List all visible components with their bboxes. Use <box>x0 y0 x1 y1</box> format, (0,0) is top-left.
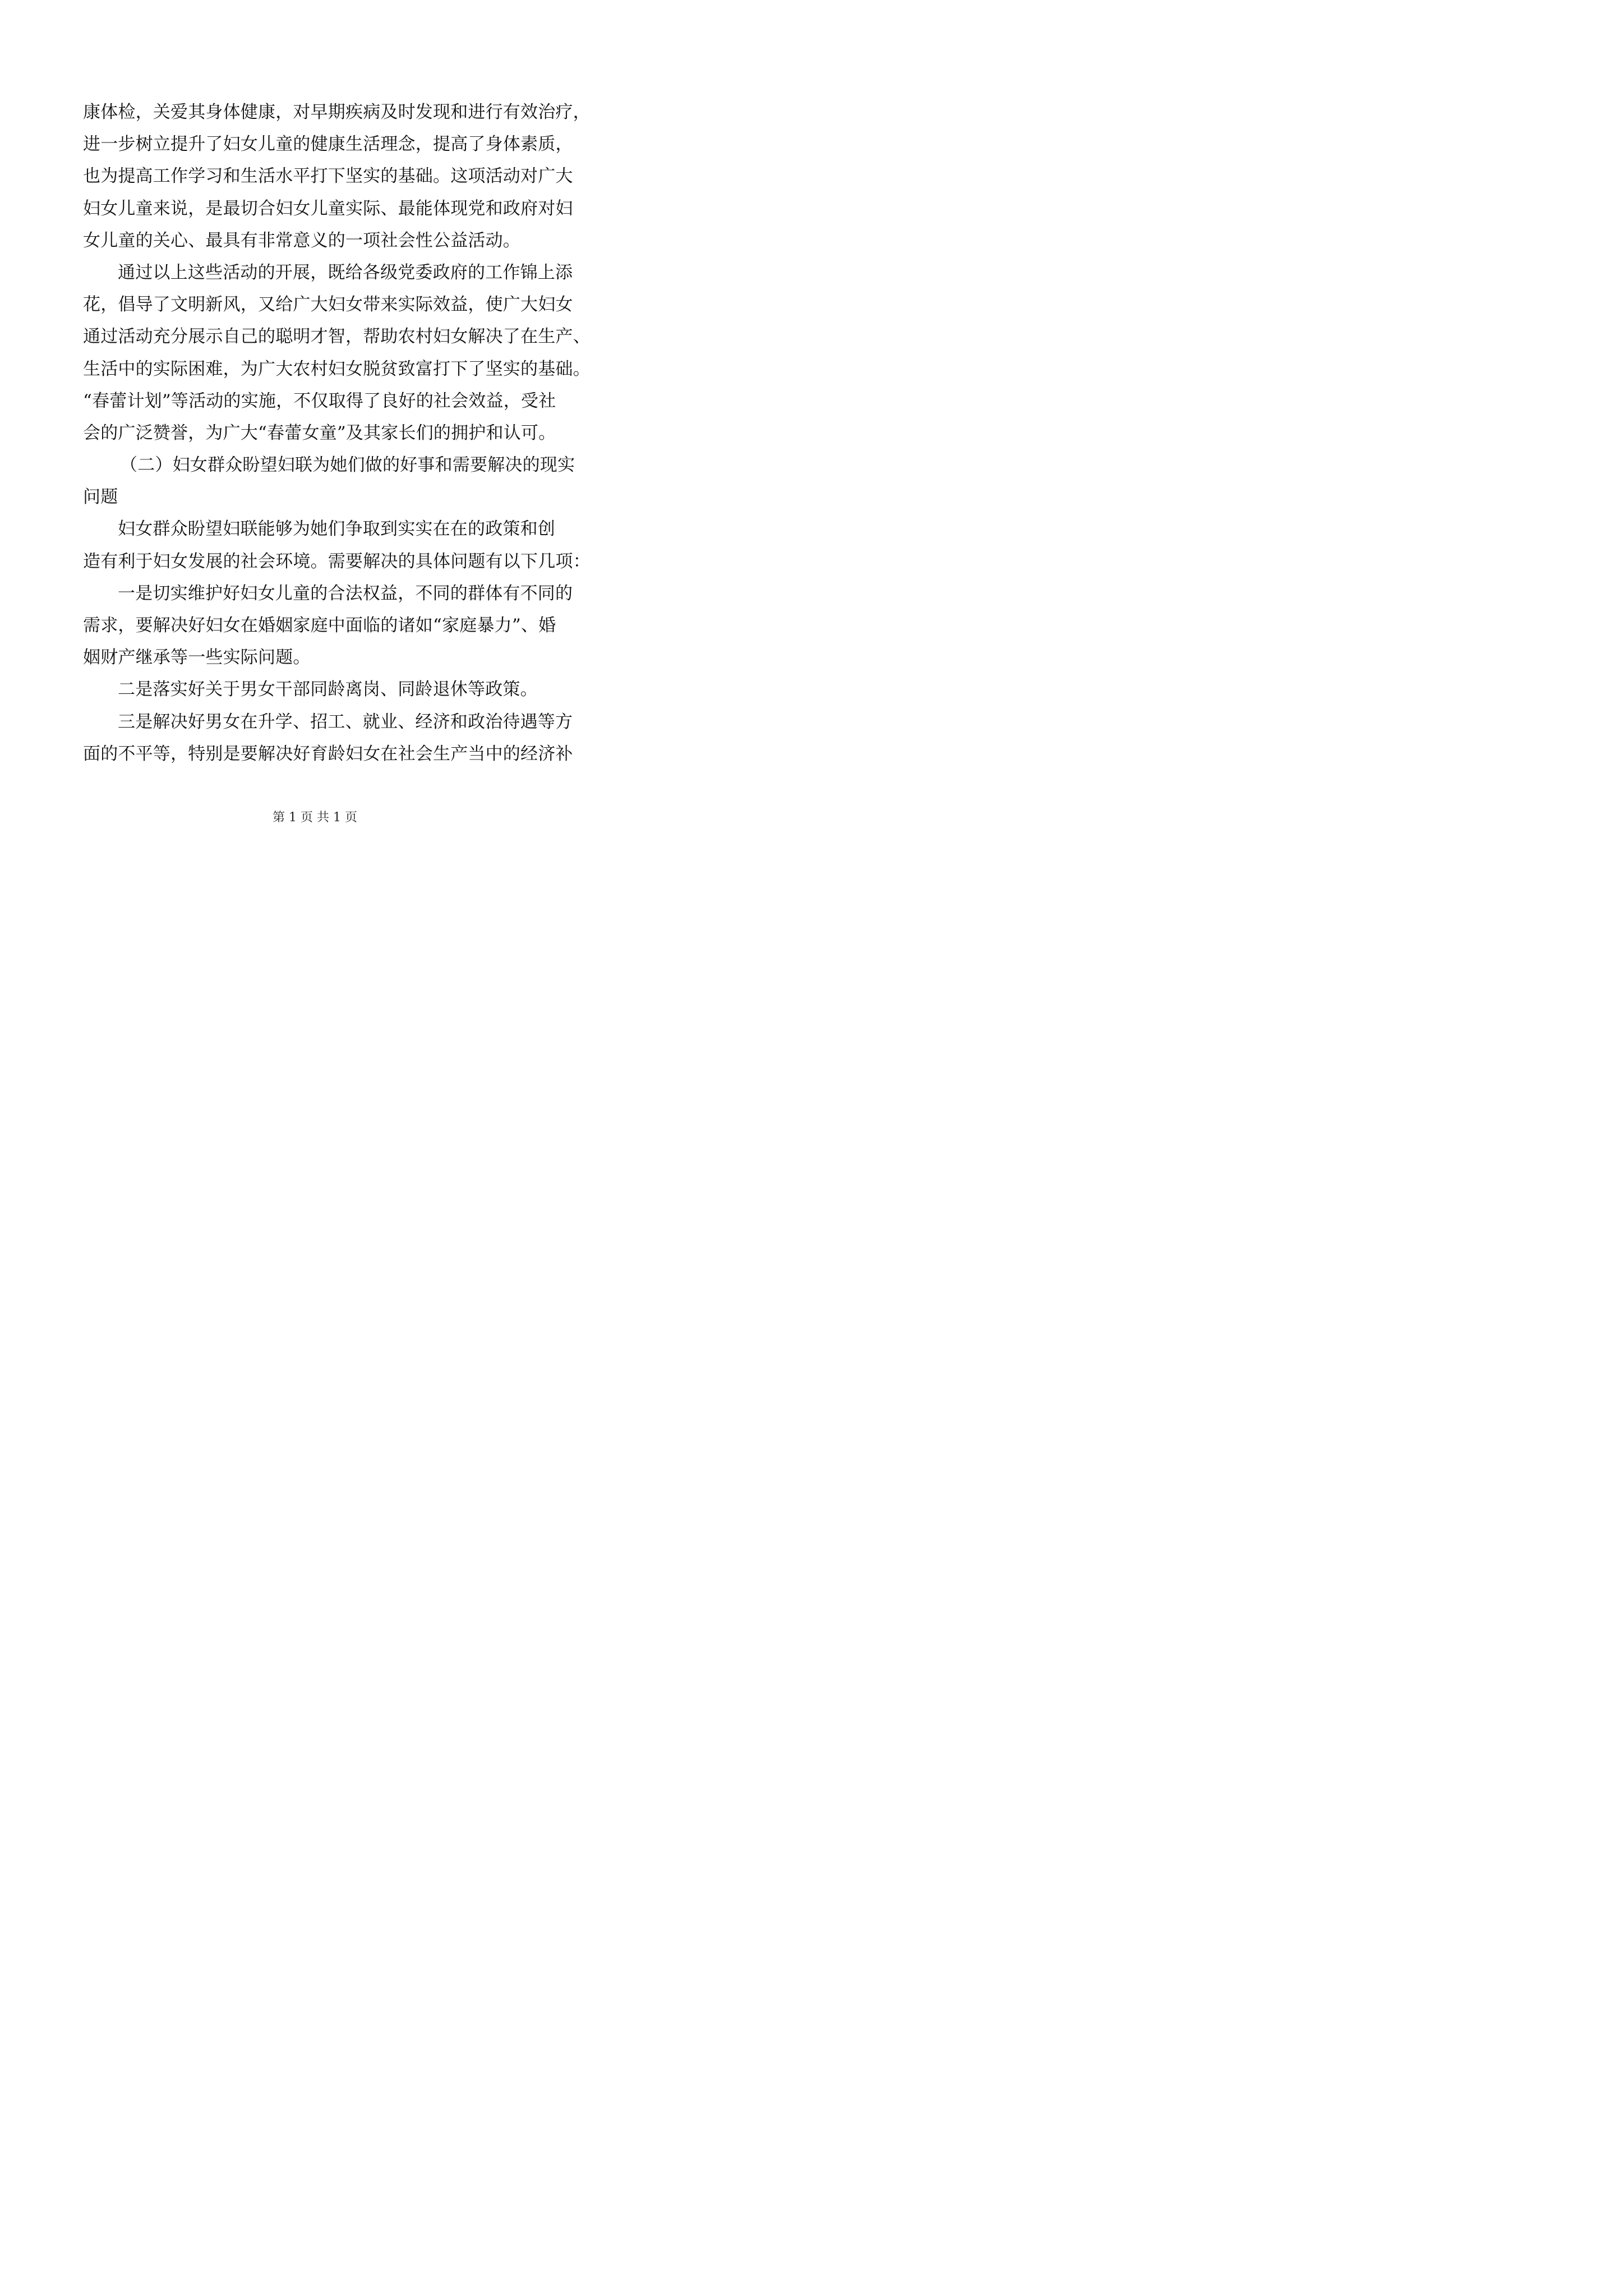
text-line: 妇女儿童来说，是最切合妇女儿童实际、最能体现党和政府对妇 <box>83 198 573 219</box>
paragraph-start-line: 二是落实好关于男女干部同龄离岗、同龄退休等政策。 <box>118 679 538 700</box>
text-line: 需求，要解决好妇女在婚姻家庭中面临的诸如“家庭暴力”、婚 <box>83 615 556 636</box>
section-heading-line: （二）妇女群众盼望妇联为她们做的好事和需要解决的现实 <box>120 455 575 476</box>
paragraph-start-line: 通过以上这些活动的开展，既给各级党委政府的工作锦上添 <box>118 262 573 283</box>
text-line: 会的广泛赞誉，为广大“春蕾女童”及其家长们的拥护和认可。 <box>83 422 556 443</box>
paragraph-start-line: 一是切实维护好妇女儿童的合法权益，不同的群体有不同的 <box>118 583 573 604</box>
text-line: 姻财产继承等一些实际问题。 <box>83 647 311 668</box>
paragraph-start-line: 三是解决好男女在升学、招工、就业、经济和政治待遇等方 <box>118 711 573 732</box>
paragraph-start-line: 妇女群众盼望妇联能够为她们争取到实实在在的政策和创 <box>118 519 555 540</box>
text-line: 进一步树立提升了妇女儿童的健康生活理念，提高了身体素质， <box>83 134 573 155</box>
page-footer: 第 1 页 共 1 页 <box>273 811 357 825</box>
section-heading-line: 问题 <box>83 487 118 508</box>
text-line: 造有利于妇女发展的社会环境。需要解决的具体问题有以下几项： <box>83 551 591 572</box>
text-line: 面的不平等，特别是要解决好育龄妇女在社会生产当中的经济补 <box>83 743 573 764</box>
document-page <box>0 0 630 891</box>
text-line: 也为提高工作学习和生活水平打下坚实的基础。这项活动对广大 <box>83 166 573 187</box>
text-line: 生活中的实际困难，为广大农村妇女脱贫致富打下了坚实的基础。 <box>83 358 591 379</box>
body-text <box>83 96 591 770</box>
text-line: 花，倡导了文明新风，又给广大妇女带来实际效益，使广大妇女 <box>83 295 573 315</box>
text-line: “春蕾计划”等活动的实施，不仅取得了良好的社会效益，受社 <box>83 390 556 411</box>
text-line: 通过活动充分展示自己的聪明才智，帮助农村妇女解决了在生产、 <box>83 326 591 347</box>
text-line: 女儿童的关心、最具有非常意义的一项社会性公益活动。 <box>83 230 520 251</box>
text-line: 康体检，关爱其身体健康，对早期疾病及时发现和进行有效治疗， <box>83 102 591 122</box>
